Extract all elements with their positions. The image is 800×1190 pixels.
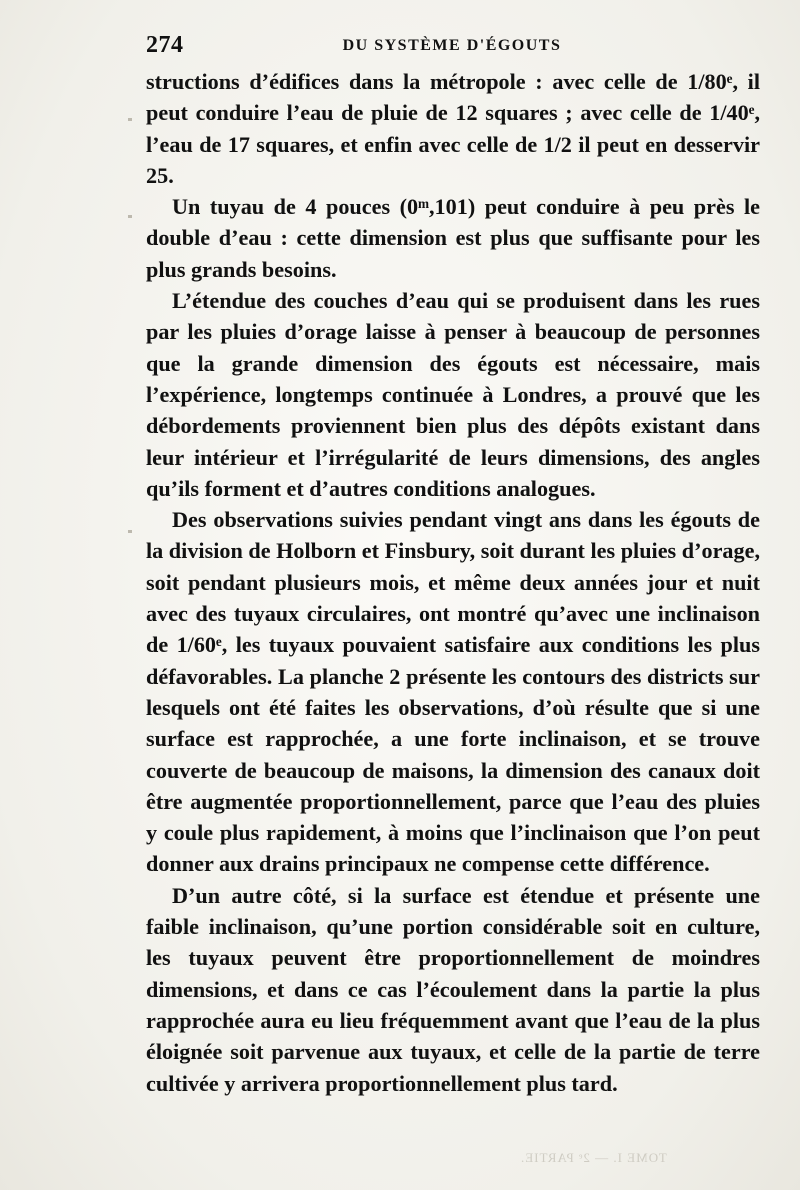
margin-mark <box>128 530 132 533</box>
page-header <box>146 32 758 60</box>
running-head: DU SYSTÈME D'ÉGOUTS <box>342 37 562 54</box>
paragraph: structions d’édifices dans la métropole : avec celle de 1/80ᵉ, il peut conduire l’eau de pluie de 12 squares ; avec celle de 1/40ᵉ, l’eau de 17 squares, et enfin avec celle de 1/2 il peut en desservir 25. <box>146 69 760 188</box>
paragraph: L’étendue des couches d’eau qui se produisent dans les rues par les pluies d’orage laisse à penser à beaucoup de personnes que la grande dimension des égouts est nécessaire, mais l’expérience, longtemps continuée à Londres, a prouvé que les débordements proviennent bien plus des dépôts existant dans leur intérieur et l’irrégularité de leurs dimensions, des angles qu’ils forment et d’autres conditions analogues. <box>146 288 760 501</box>
margin-mark <box>128 118 132 121</box>
paragraph: Des observations suivies pendant vingt ans dans les égouts de la division de Holborn et Finsbury, soit durant les pluies d’orage, soit pendant plusieurs mois, et même deux années jour et nuit avec des tuyaux circulaires, ont montré qu’avec une inclinaison de 1/60ᵉ, les tuyaux pouvaient satisfaire aux conditions les plus défavorables. La planche 2 présente les contours des districts sur lesquels ont été faites les observations, d’où résulte que si une surface est rapprochée, a une forte inclinaison, et se trouve couverte de beaucoup de maisons, la dimension des canaux doit être augmentée proportionnellement, parce que l’eau des pluies y coule plus rapidement, à moins que l’inclinaison que l’on peut donner aux drains principaux ne compense cette différence. <box>146 507 760 877</box>
page-number: 274 <box>146 32 184 58</box>
paragraph: Un tuyau de 4 pouces (0ᵐ,101) peut conduire à peu près le double d’eau : cette dimension est plus que suffisante pour les plus grands besoins. <box>146 194 760 282</box>
show-through-footer: TOME I. — 2ᵉ PARTIE. <box>520 1150 667 1165</box>
paragraph: D’un autre côté, si la surface est étendue et présente une faible inclinaison, qu’une portion considérable soit en culture, les tuyaux peuvent être proportionnellement de moindres dimensions, et dans ce cas l’écoulement dans la partie la plus rapprochée aura eu lieu fréquemment avant que l’eau de la plus éloignée soit parvenue aux tuyaux, et celle de la partie de terre cultivée y arrivera proportionnellement plus tard. <box>146 882 760 1096</box>
body-text <box>146 66 760 1099</box>
margin-mark <box>128 215 132 218</box>
